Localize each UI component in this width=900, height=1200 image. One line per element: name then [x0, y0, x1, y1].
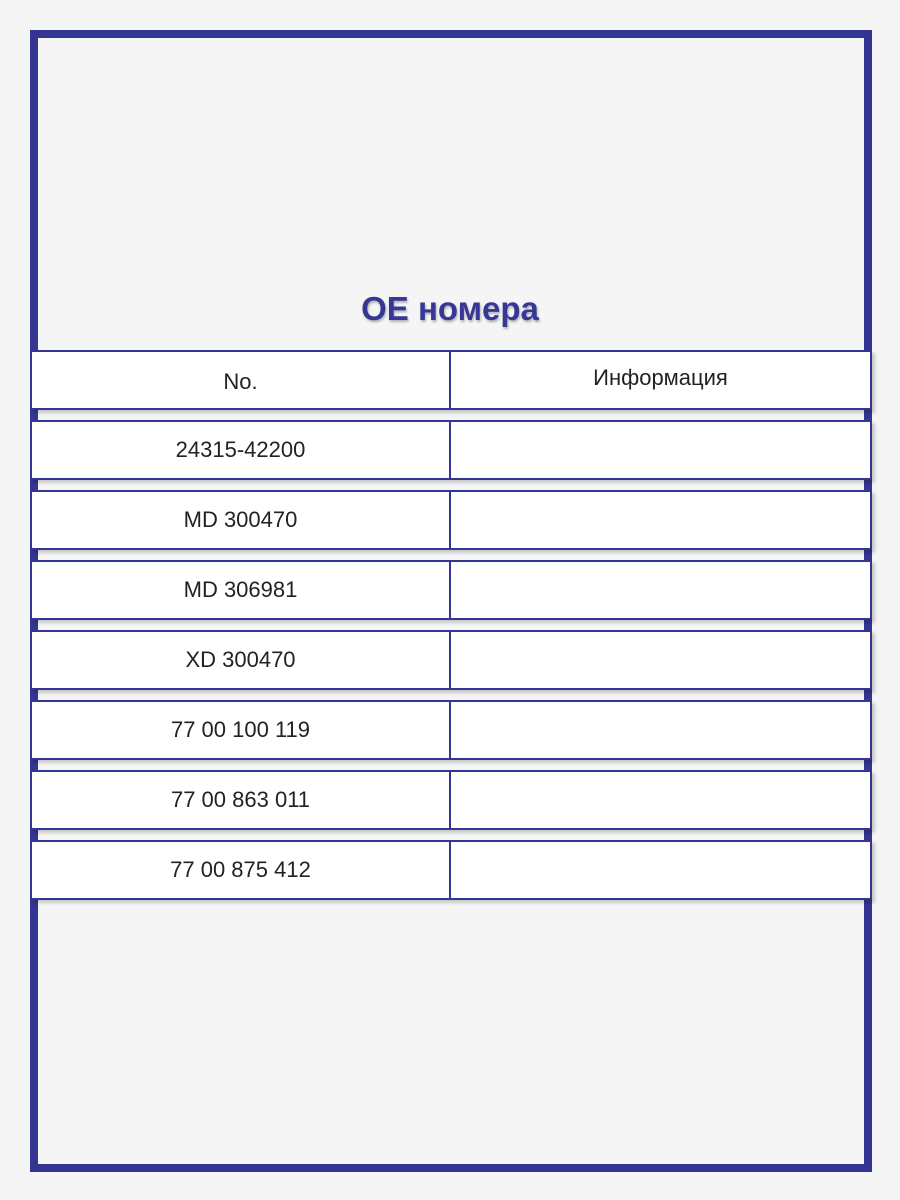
- page-title: OE номера: [361, 290, 539, 327]
- info-cell: [451, 492, 870, 548]
- table-row: [30, 700, 872, 760]
- oe-number-cell: 77 00 863 011: [32, 772, 451, 828]
- info-cell: [451, 632, 870, 688]
- table-row: [30, 420, 872, 480]
- column-header-info: Информация: [593, 365, 728, 390]
- oe-number-cell: 24315-42200: [32, 422, 451, 478]
- table-row: [30, 560, 872, 620]
- table-row: [30, 630, 872, 690]
- oe-number-cell: 77 00 875 412: [32, 842, 451, 898]
- table-header-row: [30, 350, 872, 410]
- table-row: [30, 770, 872, 830]
- info-cell: [451, 702, 870, 758]
- oe-number-cell: XD 300470: [32, 632, 451, 688]
- oe-number-cell: MD 306981: [32, 562, 451, 618]
- info-cell: [451, 842, 870, 898]
- table-row: [30, 490, 872, 550]
- oe-number-cell: MD 300470: [32, 492, 451, 548]
- info-cell: [451, 562, 870, 618]
- oe-number-cell: 77 00 100 119: [32, 702, 451, 758]
- info-cell: [451, 422, 870, 478]
- info-cell: [451, 772, 870, 828]
- table-row: [30, 840, 872, 900]
- column-header-number: No.: [32, 352, 451, 408]
